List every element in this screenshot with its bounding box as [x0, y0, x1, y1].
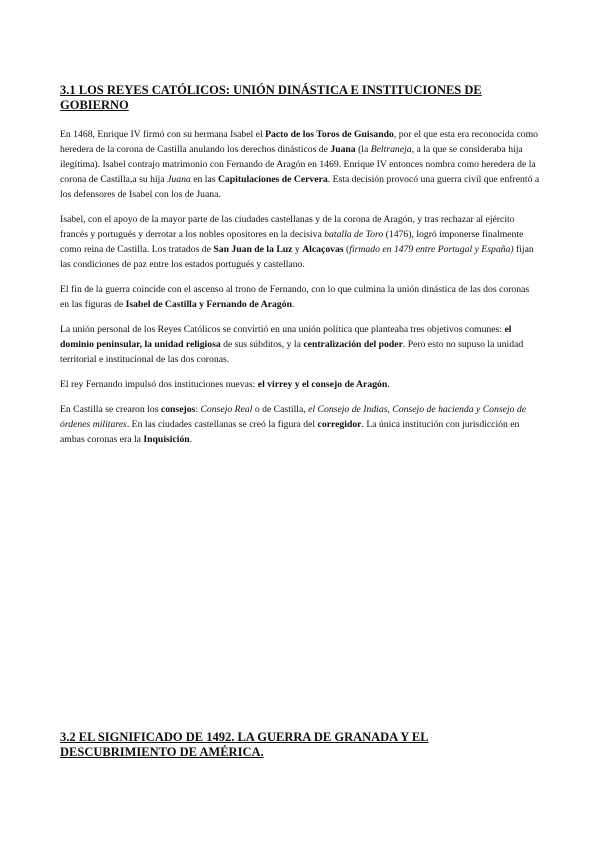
bold-term: el dominio peninsular, la unidad religiosa	[60, 324, 512, 350]
text-run: , por el que esta era reconocida como heredera de la corona de Castilla anulando los derechos dinásticos de	[60, 129, 539, 155]
text-run: En Castilla se crearon los	[60, 404, 161, 415]
text-run: . En las ciudades castellanas se creó la figura del	[126, 419, 318, 430]
text-run: El rey Fernando impulsó dos instituciones nuevas:	[60, 379, 258, 390]
paragraph-batalla-toro	[60, 212, 540, 272]
section-heading: 3.1 LOS REYES CATÓLICOS: UNIÓN DINÁSTICA E INSTITUCIONES DE GOBIERNO	[60, 83, 482, 112]
text-run: La unión personal de los Reyes Católicos se convirtió en una unión política que planteaba tres objetivos comunes:	[60, 324, 505, 335]
text-run: El fin de la guerra coincide con el ascenso al trono de Fernando, con lo que culmina la unión dinástica de las dos coronas en las figuras de	[60, 284, 530, 310]
bold-term: el virrey y el consejo de Aragón	[257, 379, 388, 390]
text-run: . Pero esto no supuso la unidad territorial e institucional de las dos coronas.	[60, 339, 524, 365]
italic-term: firmado en 1479 entre Portugal y España)	[349, 244, 514, 255]
bold-term: Capitulaciones de Cervera	[217, 174, 328, 185]
text-run: Isabel, con el apoyo de la mayor parte de las ciudades castellanas y de la corona de Aragón, y tras rechazar al ejército francés y portugués y derrotar a los nobles opositores en la decisiva	[60, 214, 515, 240]
bold-term: centralización del poder	[303, 339, 403, 350]
italic-term: Beltraneja	[370, 144, 412, 155]
text-run: en las	[190, 174, 218, 185]
paragraph-rey-fernando	[60, 377, 540, 392]
bold-term: Juana	[330, 144, 356, 155]
text-run: .	[189, 434, 193, 445]
italic-term: Juana	[167, 174, 191, 185]
section-3-2	[60, 730, 540, 774]
text-run: o de Castilla,	[252, 404, 309, 415]
italic-term: batalla de Toro	[324, 229, 384, 240]
text-run: fijan las condiciones de paz entre los estados portugués y castellano.	[60, 244, 534, 270]
bold-term: corregidor	[317, 419, 362, 430]
section-3-1	[60, 83, 540, 457]
bold-term: consejos	[160, 404, 196, 415]
text-run: y	[292, 244, 303, 255]
bold-term: Isabel de Castilla y Fernando de Aragón	[125, 299, 292, 310]
bold-term: Inquisición	[143, 434, 190, 445]
text-run: . La única institución con jurisdicción en ambas coronas era la	[60, 419, 520, 445]
paragraph-pacto-guisando	[60, 127, 540, 202]
text-run: .	[291, 299, 295, 310]
text-run: En 1468, Enrique IV firmó con su hermana Isabel el	[60, 129, 266, 140]
paragraph-fin-guerra	[60, 282, 540, 312]
italic-term: Consejo Real	[200, 404, 253, 415]
paragraph-union-personal	[60, 322, 540, 367]
text-run: . Esta decisión provocó una guerra civil que enfrentó a los defensores de Isabel con los de Juana.	[60, 174, 540, 200]
bold-term: Pacto de los Toros de Guisando	[265, 129, 394, 140]
text-run: (1476), logró imponerse finalmente como reina de Castilla. Los tratados de	[60, 229, 524, 255]
text-run: (	[343, 244, 350, 255]
bold-term: San Juan de la Luz	[213, 244, 293, 255]
text-run: :	[195, 404, 201, 415]
text-run: , a la que se consideraba hija ilegítima). Isabel contrajo matrimonio con Fernando de Aragón en 1469. Enrique IV entonces nombra como heredera de la corona de Castilla,a su hija	[60, 144, 536, 185]
italic-term: el Consejo de Indias, Consejo de hacienda y Consejo de órdenes militares	[60, 404, 527, 430]
section-heading: 3.2 EL SIGNIFICADO DE 1492. LA GUERRA DE GRANADA Y EL DESCUBRIMIENTO DE AMÉRICA.	[60, 730, 429, 759]
text-run: (la	[355, 144, 371, 155]
bold-term: Alcaçovas	[302, 244, 344, 255]
paragraph-consejos-castilla	[60, 402, 540, 447]
text-run: .	[387, 379, 390, 390]
text-run: de sus súbditos, y la	[220, 339, 304, 350]
